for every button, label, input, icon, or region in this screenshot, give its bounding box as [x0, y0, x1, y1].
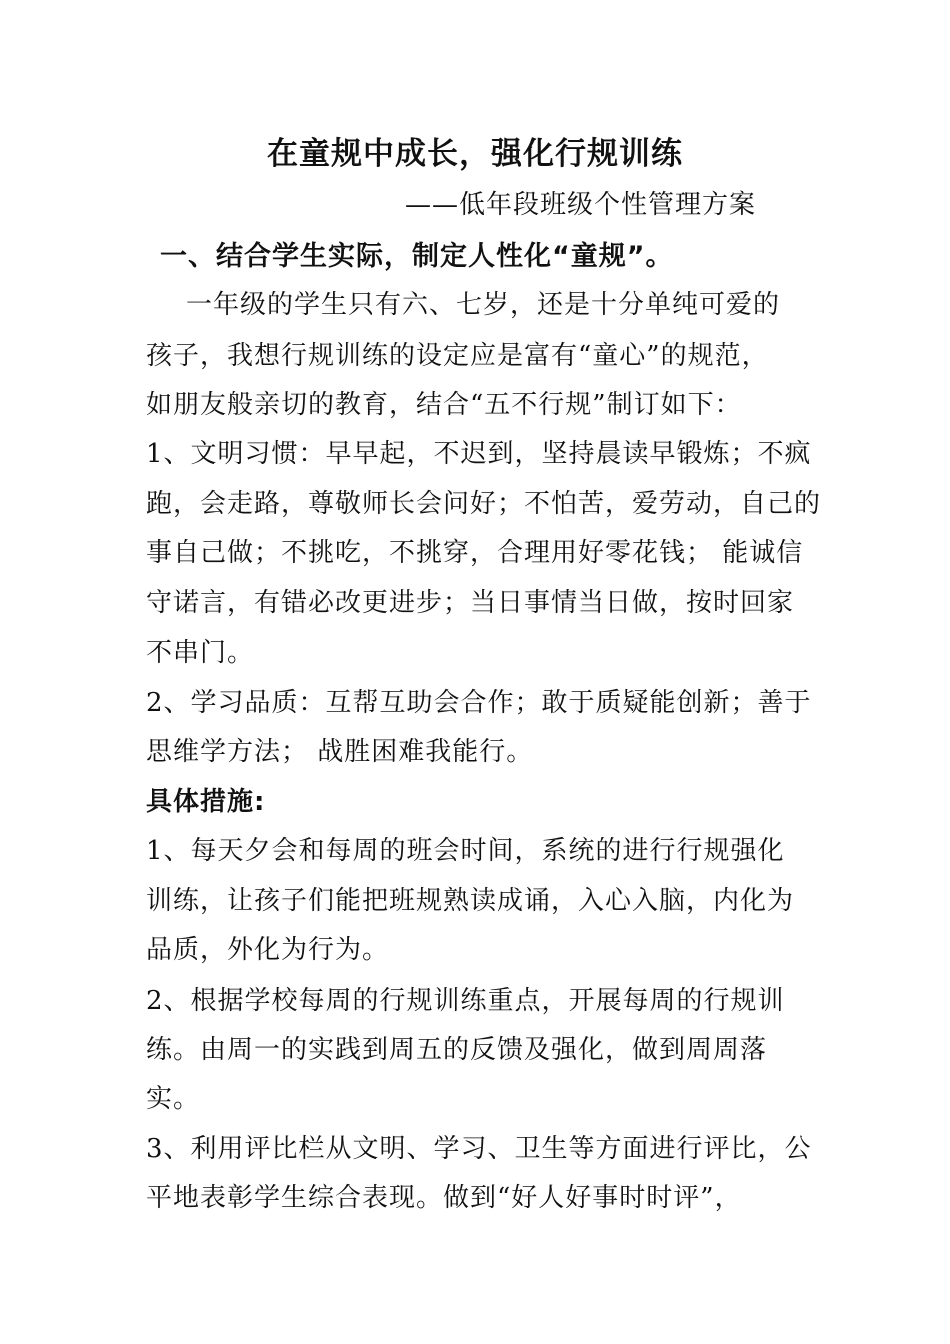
paragraph-line: 实。	[146, 1084, 201, 1114]
paragraph-line: 平地表彰学生综合表现。做到“好人好事时时评”，	[146, 1183, 742, 1213]
paragraph-line: 事自己做；不挑吃，不挑穿，合理用好零花钱； 能诚信	[146, 538, 804, 568]
paragraph-line: 如朋友般亲切的教育，结合“五不行规”制订如下：	[146, 390, 742, 420]
paragraph-line: 跑，会走路，尊敬师长会问好；不怕苦，爱劳动，自己的	[146, 489, 822, 519]
paragraph-line: 孩子，我想行规训练的设定应是富有“童心”的规范，	[146, 341, 769, 371]
measures-heading: 具体措施:	[146, 787, 266, 817]
document-title: 在童规中成长，强化行规训练	[267, 136, 683, 172]
paragraph-line: 3、利用评比栏从文明、学习、卫生等方面进行评比，公	[146, 1134, 812, 1164]
paragraph-line: 练。由周一的实践到周五的反馈及强化，做到周周落	[146, 1035, 768, 1065]
paragraph-line: 2、学习品质：互帮互助会合作；敢于质疑能创新；善于	[146, 688, 812, 718]
paragraph-line: 一年级的学生只有六、七岁，还是十分单纯可爱的	[186, 290, 781, 320]
paragraph-line: 2、根据学校每周的行规训练重点，开展每周的行规训	[146, 986, 785, 1016]
paragraph-line: 训练，让孩子们能把班规熟读成诵，入心入脑，内化为	[146, 886, 795, 916]
paragraph-line: 守诺言，有错必改更进步；当日事情当日做，按时回家	[146, 588, 795, 618]
paragraph-line: 品质，外化为行为。	[146, 935, 390, 965]
paragraph-line: 1、文明习惯：早早起，不迟到，坚持晨读早锻炼；不疯	[146, 439, 812, 469]
section-heading: 一、结合学生实际，制定人性化“童规”。	[160, 241, 674, 272]
document-subtitle: ——低年段班级个性管理方案	[405, 190, 757, 220]
paragraph-line: 1、每天夕会和每周的班会时间，系统的进行行规强化	[146, 836, 785, 866]
paragraph-line: 思维学方法； 战胜困难我能行。	[146, 737, 534, 767]
paragraph-line: 不串门。	[146, 638, 255, 668]
